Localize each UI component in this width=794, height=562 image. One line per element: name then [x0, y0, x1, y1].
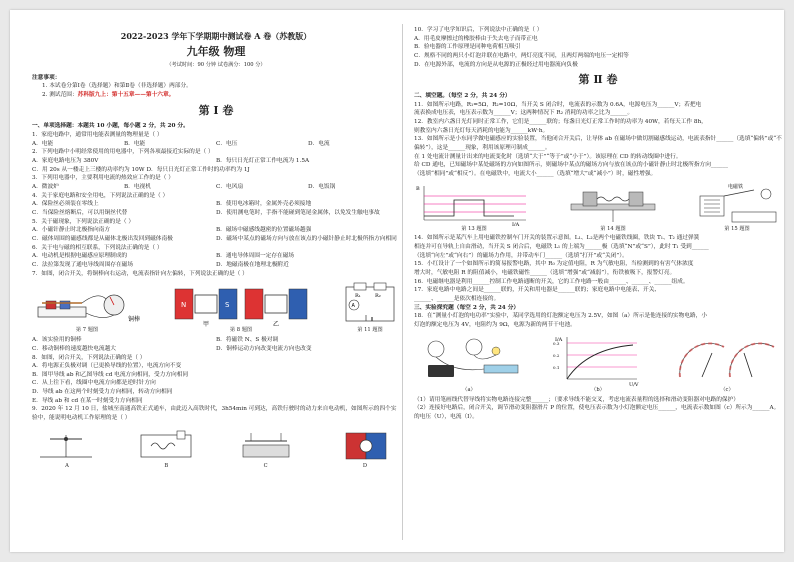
figures-q9 [32, 427, 400, 471]
figure-q7-drawing [32, 281, 142, 327]
question-line: 一、单项选择题：本题共 10 小题，每小题 2 分，共 20 分。 [32, 123, 189, 130]
question-line [32, 336, 400, 345]
right-question-block-2 [414, 92, 782, 179]
notes-item-2-prefix: 2. 测试范围： [42, 92, 78, 99]
question-line: 14．如图所示是某汽车上用电磁铁控制车门开关的装置示意图。L₁、L₂是两个电磁铁线圈，铁块 T₁、T₂ 通过弹簧 [414, 235, 700, 242]
figures-q13-q15 [414, 182, 782, 234]
r2-label: R₂ [375, 293, 381, 300]
option-text: B．磁场中磁感线越密的位置磁场越强 [216, 227, 312, 234]
question-line [32, 235, 400, 244]
q18-x-axis-label: U/V [629, 381, 639, 387]
right-column [414, 26, 782, 422]
question-line: 7．如图，闭合开关，将铜棒向右运动，电流表指针向左偏转，下列说法正确的是（ ） [32, 270, 248, 277]
question-line: 11．如图所示电路，R₁=5Ω，R₂=10Ω，当开关 S 闭合时，电流表的示数为 0.6A，电源电压为______V；若把电 [414, 101, 702, 108]
figure-q9-c [231, 427, 301, 471]
right-question-block-1 [414, 26, 782, 69]
figure-q9-d-drawing [330, 427, 400, 463]
part1-heading: 第 Ⅰ 卷 [198, 103, 234, 117]
question-line: D．在电源外部，电流的方向是从电源的正极经过用电器流向负极 [414, 61, 578, 68]
question-line: 在 1 处电流计测量计出来的电流变化时（选填“大于”“等于”或“小于”）。该原理在 CD 的转动线圈中进行。 [414, 153, 682, 160]
option-text: B．通电导体周围一定存在磁场 [216, 253, 295, 260]
figure-q18-a [414, 333, 524, 395]
figure-q8 [171, 281, 311, 335]
r1-label: R₁ [355, 293, 361, 300]
figure-q7-caption: 第 7 题图 [75, 327, 99, 334]
question-line: D．导线 ab 在这两个时刻受力方向相同，转动方向相同 [32, 389, 173, 396]
magnet-s-label: S [225, 301, 230, 310]
question-line [32, 140, 400, 149]
figure-q8-caption: 第 8 题图 [229, 327, 253, 334]
figure-q11-drawing [340, 281, 400, 327]
figure-q11 [340, 281, 400, 335]
option-text: C．移动铜棒的速度越快电流越大 [32, 345, 116, 352]
question-line: 灯泡的额定电压为 4V，电阻约为 9Ω，电源为新的两节干电池。 [414, 322, 576, 329]
figures-q18 [414, 333, 782, 395]
question-line: （1）请用笔画线代替导线将实物电路连接完整______；（要求导线不能交叉，考虑电流表量程的选择和滑动变阻器对电路的保护） [414, 396, 739, 403]
question-line: 则教室内六盏日光灯每天消耗的电能为______kW·h。 [414, 127, 549, 134]
copper-rod-label: 铜棒 [128, 316, 141, 324]
question-line: 17．家庭电路中电路之间是______联的，开关和用电器是______联的；家庭电路中电能表、开关、 [414, 287, 661, 294]
q13-y-axis-label: B [416, 185, 420, 192]
exam-meta: （考试时间：90 分钟 试卷满分：100 分） [166, 61, 266, 68]
figure-q14 [563, 182, 663, 234]
option-text: B．将磁铁 N、S 极对调 [216, 337, 279, 344]
right-question-block-4 [414, 396, 782, 422]
option-text: D．电流 [308, 140, 330, 147]
question-line: E．导线 ab 和 cd 在某一时刻受力方向相同 [32, 397, 143, 404]
option-text: A．微波炉 [32, 184, 59, 191]
question-line: A．将电源正负极对调（已更换导线的位置），电流方向不变 [32, 363, 182, 370]
magnet-n-label: N [181, 301, 187, 310]
question-line [32, 200, 400, 209]
question-line: 5．关于磁现象，下列说法正确的是（ ） [32, 218, 135, 225]
option-text: A．该实验用的铜棒 [32, 337, 82, 344]
option-text: D．使用测电笔时，手指不能碰到笔尾金属体，以免发生触电事故 [216, 210, 380, 217]
question-line: 16．电磁继电器是利用______控制工作电路通断的开关，它的工作电路一般由______、______、______组成。 [414, 278, 689, 285]
question-line: A．用毛皮摩擦过的橡胶棒由于失去电子而带正电 [414, 35, 538, 42]
question-line: 的电压（U），电流（I）。 [414, 413, 478, 420]
question-line: B．验电器的工作原理是同种电荷相互吸引 [414, 44, 521, 51]
figure-q9-b-drawing [131, 427, 201, 463]
question-line [32, 157, 400, 166]
question-line: 给 CD 通电，已知磁场中某处磁场的方向如图所示，则磁场中某点的磁场方向与放在该点的小磁针静止时北极所指方向______ [414, 162, 728, 169]
figure-q9-a-drawing [32, 427, 102, 463]
figure-q18-a-caption: （a） [462, 386, 476, 393]
figure-q9-b-label: B [164, 462, 169, 469]
option-text: A．小磁针静止时北极指向南方 [32, 227, 111, 234]
question-line: 13．如图所示是小东同学做电磁感应的实验装置，当他闭合开关后，让导体 ab 在磁场中做切割磁感线运动，电流表指针______（选填“偏转”或“不偏转”），这是______现象，利用该原理可制成______。 [414, 136, 782, 151]
figure-q18-b-drawing [553, 333, 643, 387]
question-line: 三、实验探究题（每空 2 分，共 24 分） [414, 304, 520, 311]
question-line [32, 261, 400, 270]
figure-q8-drawing [171, 281, 311, 327]
option-text: B．电能 [124, 140, 146, 147]
exam-title: 2022-2023 学年下学期期中测试卷 A 卷（苏教版） [120, 31, 312, 41]
figures-q7-q8-q11 [32, 281, 400, 335]
figure-q9-b [131, 427, 201, 471]
question-line: 8．如图，闭合开关，下列说法正确的是（ ） [32, 354, 146, 361]
figure-q18-b [553, 333, 643, 395]
question-line [32, 252, 400, 261]
part2-heading: 第 Ⅱ 卷 [578, 73, 618, 87]
notes-item-2 [32, 91, 400, 100]
option-text: B．电视机 [124, 184, 151, 191]
question-line: 18．在“测量小灯泡的电功率”实验中，某同学选用的灯泡额定电压为 2.5V，如图（a）所示是他连接的实物电路，小 [414, 313, 708, 320]
ammeter-label: A [351, 303, 355, 310]
option-text: A．保险丝必须装在零线上 [32, 201, 99, 208]
figure-q9-a-label: A [65, 462, 69, 469]
figure-q9-c-drawing [231, 427, 301, 463]
question-line: （2）连接好电路后，闭合开关，调节滑动变阻器滑片 P 的位置，使电压表示数为小灯泡额定电压______，电流表示数如图（c）所示为______A。 [414, 405, 780, 412]
question-line: C．从上往下看，线圈中电流方向都是逆时针方向 [32, 380, 156, 387]
exam-page [10, 10, 784, 552]
question-line: 6．关于电与磁的相互联系，下列说法正确的是（ ） [32, 244, 163, 251]
figure-q13 [414, 182, 534, 234]
notes-item-1: 1. 本试卷分第Ⅰ卷（选择题）和第Ⅱ卷（非选择题）两部分。 [42, 83, 192, 90]
question-line: 流表换成电压表，电压表示数为______V；这两种情况下 R₂ 消耗的功率之比为______。 [414, 110, 634, 117]
question-line: 9．2020 年 12 月 10 日，盐城至南通高铁正式通车，由此迈入高铁时代，3h54min 可到达，高铁行驶时的动力来自电动机，如图所示的四个实验中，能说明电动机工作原理的是（ ） [32, 406, 397, 422]
q18-y-axis-label: I/A [555, 336, 563, 343]
figure-q9-a [32, 427, 102, 471]
figure-q9-d-label: D [362, 462, 368, 469]
figure-q9-d [330, 427, 400, 471]
question-line: （选填“向左”或“向右”）的磁场力作用，并带动车门______（选填“打开”或“关闭”）。 [414, 252, 628, 259]
question-line: 增大时，气敏电阻 R 的阻值减小，电磁铁磁性______（选填“增强”或“减弱”），衔铁被吸下，报警灯亮。 [414, 270, 676, 277]
option-text: D．磁场中某点的磁场方向与放在该点的小磁针静止时北极所指方向相同 [216, 236, 397, 242]
figure-q15-drawing [692, 182, 782, 226]
question-line: 12．教室内六盏日光灯同时正常工作，它们是______联的；每盏日光灯正常工作时的功率为 40W，若每天工作 8h， [414, 118, 707, 125]
option-text: A．家庭电路电压为 380V [32, 158, 99, 165]
question-line: C．用 20s 从一楼走上三楼的功率约为 10W D．每只日光灯正常工作时的功率约为 1J [32, 166, 250, 173]
figure-q18-b-caption: （b） [591, 386, 605, 393]
option-text: C．电压 [216, 140, 238, 147]
option-text: D．电饭锅 [308, 184, 336, 191]
figure-q9-c-label: C [263, 462, 268, 469]
option-text: C．法拉第发现了通电导线周围存在磁场 [32, 261, 134, 268]
relay-label: 电磁铁 [728, 183, 744, 190]
option-text: A．电能 [32, 140, 54, 147]
option-text: B．使用电冰箱时，金属外壳必须接地 [216, 201, 312, 208]
option-text: C．当保险丝熔断后，可以用铜丝代替 [32, 210, 128, 217]
figure-q18-c [672, 333, 782, 395]
q13-x-axis-label: I/A [512, 221, 520, 226]
figure-q14-drawing [563, 182, 663, 226]
notes-label: 注意事项： [32, 74, 61, 81]
figure-q7 [32, 281, 142, 335]
question-line: （选填“相同”或“相反”）。在电磁铁中，电流大小______（选填“增大”或“减小”）时，磁性增强。 [414, 170, 657, 177]
figure-q15-caption: 第 15 题图 [724, 225, 750, 232]
q18-y-tick-3: 0.1 [553, 364, 560, 370]
question-line: 2．下列电路中小明经常使用的用电器中，下列各项最接近实际的是（ ） [32, 149, 214, 156]
left-question-block-2 [32, 336, 400, 423]
question-line: 1．家庭电路中，通常用电能表测量的物理量是（ ） [32, 132, 163, 139]
exam-subject: 九年级 物理 [186, 45, 246, 59]
q18-y-tick-1: 0.3 [553, 340, 560, 346]
option-text: C．磁体周围的磁感线都是从磁体北极出发回到磁体南极 [32, 236, 173, 242]
option-text: D．铜棒运动方向改变电流方向也改变 [216, 345, 312, 352]
left-column [32, 26, 400, 472]
column-divider [402, 24, 403, 540]
question-line [32, 226, 400, 235]
question-line: 相连并可在导轨上自由滑动，当开关 S 闭合后，电磁铁 L₁ 的上端为______极（选填“N”或“S”），此时 T₁ 受到______ [414, 244, 709, 251]
question-line: 10．学习了电学知识后，下列说法中正确的是（ ） [414, 27, 543, 33]
figure-q18-c-caption: （c） [720, 386, 734, 393]
question-line: ______、______是依次相连接的。 [414, 296, 500, 303]
figure-q14-caption: 第 14 题图 [600, 225, 626, 232]
left-question-block-1 [32, 122, 400, 278]
figure-q13-drawing [414, 182, 534, 226]
figure-jia-label: 甲 [203, 321, 210, 328]
right-question-block-3 [414, 234, 782, 329]
question-line: 4．关于家庭电路和安全用电，下列说法正确的是（ ） [32, 192, 169, 199]
option-text: D．地磁南极在地理北极附近 [216, 261, 289, 268]
notes-item-2-scope: 苏科版九上：第十五章——第十六章。 [77, 92, 175, 99]
figure-q18-c-drawing [672, 333, 782, 387]
figure-q18-a-drawing [414, 333, 524, 387]
question-line [32, 345, 400, 354]
question-line [32, 209, 400, 218]
question-line: 3．下列用电器中，主要利用电流的热效应工作的是（ ） [32, 175, 174, 182]
question-line: B．图甲导线 ab 和乙图导线 cd 电流方向相同，受力方向相同 [32, 371, 189, 378]
option-text: B．每只日光灯正常工作电流为 1.5A [216, 158, 310, 165]
option-text: A．电动机是根据电磁感应原理制成的 [32, 253, 128, 260]
figure-yi-label: 乙 [273, 321, 280, 328]
question-line: 二、填空题。（每空 2 分，共 24 分） [414, 93, 511, 99]
q18-y-tick-2: 0.2 [553, 352, 560, 358]
figure-q11-caption: 第 11 题图 [357, 327, 383, 334]
figure-q15 [692, 182, 782, 234]
figure-q13-caption: 第 13 题图 [461, 225, 487, 232]
question-line: 15．小红设计了一个如图所示的简易报警电路，其中 R₀ 为定值电阻，R 为气敏电阻，当检测到的有害气体浓度 [414, 261, 694, 268]
question-line: C．规格不同的两只小灯泡并联在电路中，两灯亮度不同，且两灯两端的电压一定相等 [414, 52, 629, 59]
option-text: C．电风扇 [216, 184, 244, 191]
question-line [32, 183, 400, 192]
